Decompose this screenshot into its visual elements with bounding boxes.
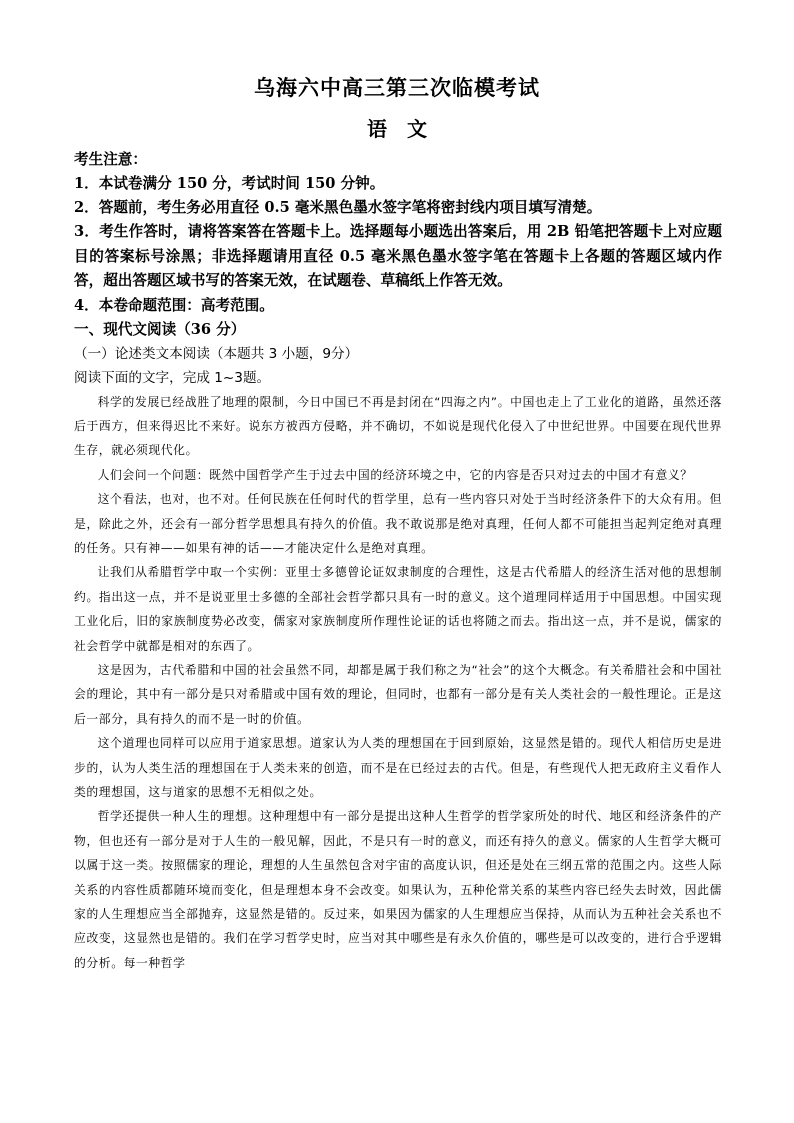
notice-heading: 考生注意： xyxy=(74,151,147,168)
passage-paragraph-3: 这个看法，也对，也不对。任何民族在任何时代的哲学里，总有一些内容只对处于当时经济条件下的大众有用。但是，除此之外，还会有一部分哲学思想具有持久的价值。我不敢说那是绝对真理，任何人都不可能担当起判定绝对真理的任务。只有神——如果有神的话——才能决定什么是绝对真理。 xyxy=(74,492,722,555)
exam-content xyxy=(74,148,722,975)
notice-item-4: 4．本卷命题范围：高考范围。 xyxy=(74,296,274,314)
notice-item-3: 3．考生作答时，请将答案答在答题卡上。选择题每小题选出答案后，用 2B 铅笔把答题卡上对应题目的答案标号涂黑；非选择题请用直径 0.5 毫米黑色墨水签字笔在答题卡上各题的答题区域内作答，超出答题区域书写的答案无效，在试题卷、草稿纸上作答无效。 xyxy=(74,223,722,289)
subject-title: 语 文 xyxy=(367,117,427,141)
passage-paragraph-4: 让我们从希腊哲学中取一个实例：亚里士多德曾论证奴隶制度的合理性，这是古代希腊人的经济生活对他的思想制约。指出这一点，并不是说亚里士多德的全部社会哲学都只具有一时的意义。这个道理同样适用于中国思想。中国实现工业化后，旧的家族制度势必改变，儒家对家族制度所作理性论证的话也将随之而去。指出这一点，并不是说，儒家的社会哲学中就都是相对的东西了。 xyxy=(74,565,722,653)
passage-paragraph-1: 科学的发展已经战胜了地理的限制，今日中国已不再是封闭在“四海之内”。中国也走上了工业化的道路，虽然还落后于西方，但来得迟比不来好。说东方被西方侵略，并不确切，不如说是现代化侵入了中世纪世界。中国要在现代世界生存，就必须现代化。 xyxy=(74,394,722,458)
exam-title: 乌海六中高三第三次临模考试 xyxy=(254,75,540,100)
notice-item-1: 1．本试卷满分 150 分，考试时间 150 分钟。 xyxy=(74,175,385,192)
subsection-heading: （一）论述类文本阅读（本题共 3 小题，9分） xyxy=(74,345,359,362)
section-heading: 一、现代文阅读（36 分） xyxy=(74,320,246,338)
notice-item-2: 2．答题前，考生务必用直径 0.5 毫米黑色墨水签字笔将密封线内项目填写清楚。 xyxy=(74,199,602,216)
passage-paragraph-7: 哲学还提供一种人生的理想。这种理想中有一部分是提出这种人生哲学的哲学家所处的时代、地区和经济条件的产物，但也还有一部分是对于人生的一般见解，因此，不是只有一时的意义，而还有持久的意义。儒家的人生哲学大概可以属于这一类。按照儒家的理论，理想的人生虽然包含对宇宙的高度认识，但还是处在三纲五常的范围之内。这些人际关系的内容性质都随环境而变化，但是理想本身不会改变。如果认为，五种伦常关系的某些内容已经失去时效，因此儒家的人生理想应当全部抛弃，这显然是错的。反过来，如果因为儒家的人生理想应当保持，从而认为五种社会关系也不应改变，这显然也是错的。我们在学习哲学史时，应当对其中哪些是有永久价值的，哪些是可以改变的，进行合乎逻辑的分析。每一种哲学 xyxy=(74,809,722,970)
reading-instruction: 阅读下面的文字，完成 1~3题。 xyxy=(74,369,271,386)
passage-paragraph-6: 这个道理也同样可以应用于道家思想。道家认为人类的理想国在于回到原始，这显然是错的。现代人相信历史是进步的，认为人类生活的理想国在于人类未来的创造，而不是在已经过去的古代。但是，有些现代人把无政府主义看作人类的理想国，这与道家的思想不无相似之处。 xyxy=(74,736,722,799)
passage-paragraph-2: 人们会问一个问题：既然中国哲学产生于过去中国的经济环境之中，它的内容是否只对过去的中国才有意义？ xyxy=(97,467,693,482)
passage-paragraph-5: 这是因为，古代希腊和中国的社会虽然不同，却都是属于我们称之为“社会”的这个大概念。有关希腊社会和中国社会的理论，其中有一部分是只对希腊或中国有效的理论，但同时，也都有一部分是有关人类社会的一般性理论。正是这后一部分，具有持久的而不是一时的价值。 xyxy=(74,662,722,726)
